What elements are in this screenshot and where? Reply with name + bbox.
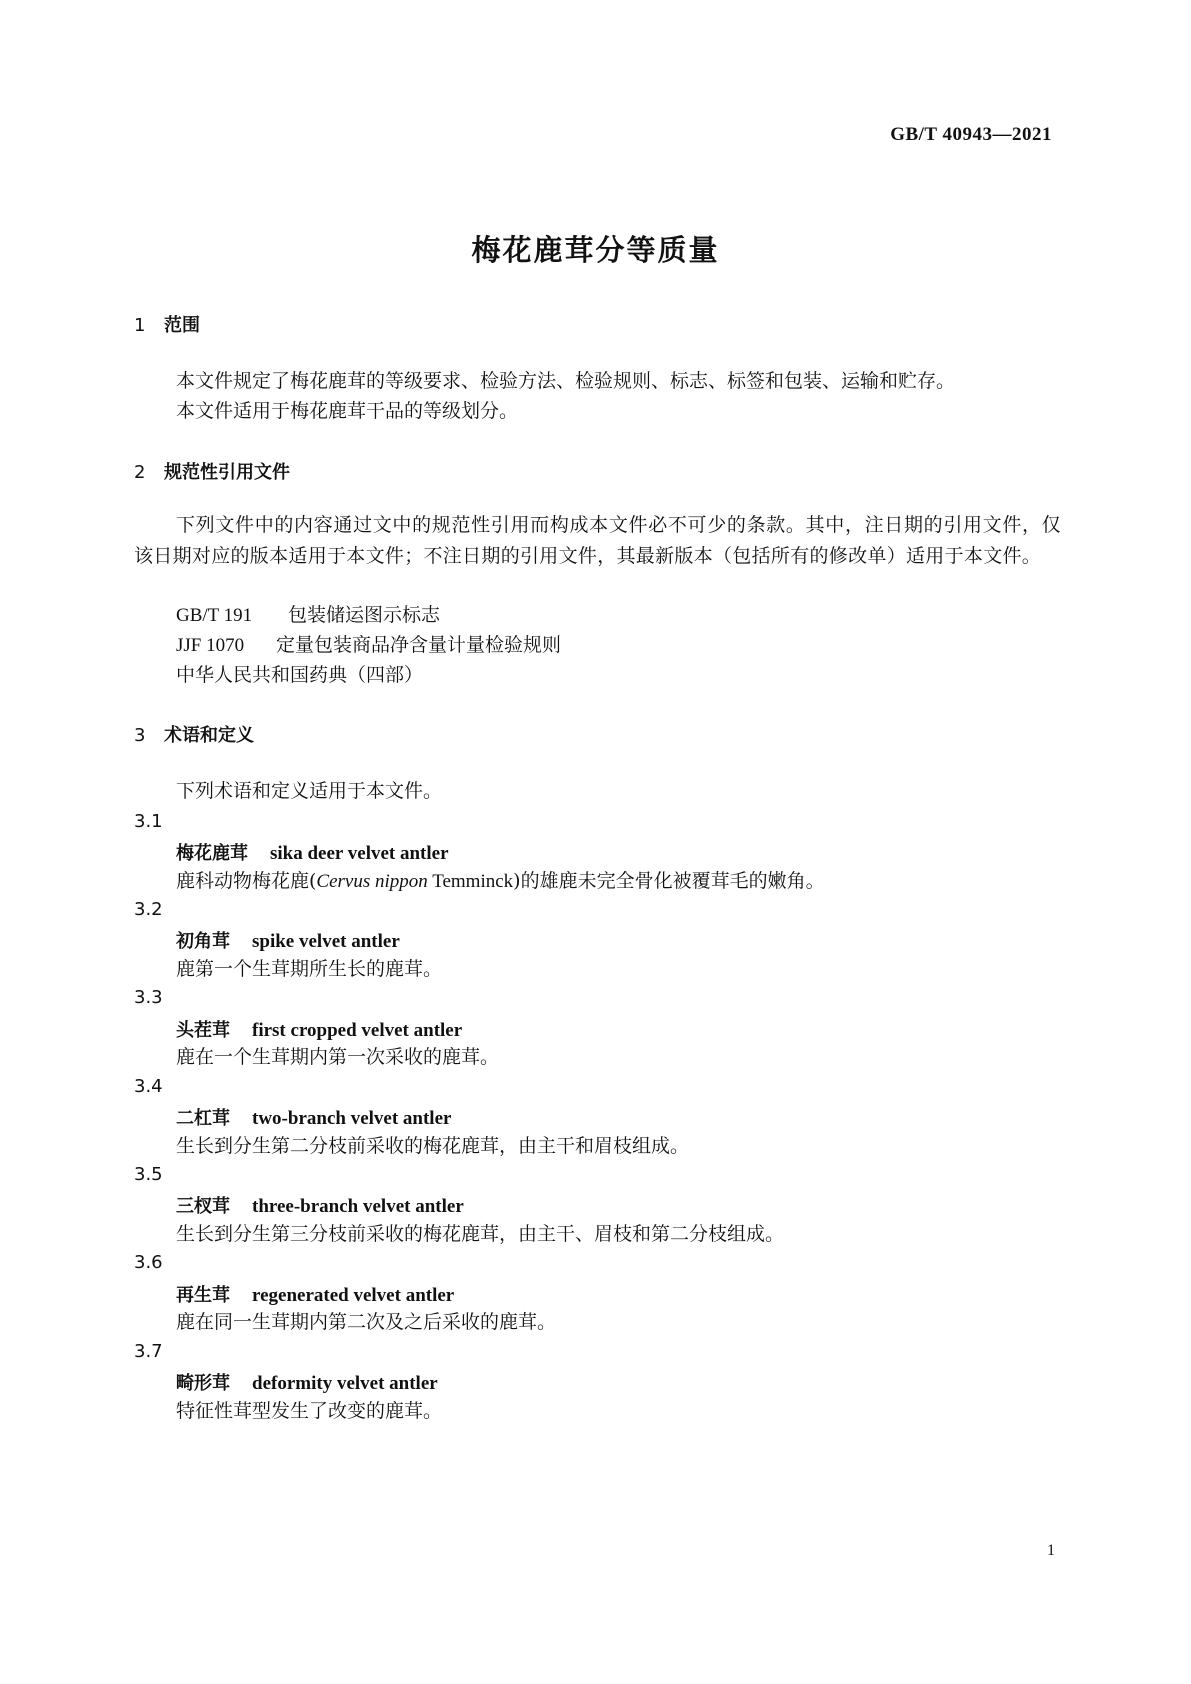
definition-text: 鹿科动物梅花鹿( [176,870,317,892]
term-en: deformity velvet antler [252,1373,438,1394]
reference-item [176,600,440,631]
term-en: two-branch velvet antler [252,1108,452,1129]
term-zh: 二杠茸 [176,1108,230,1129]
term-zh: 头茬茸 [176,1020,230,1041]
term-number: 3.4 [134,1076,163,1097]
term-definition: 鹿在一个生茸期内第一次采收的鹿茸。 [176,1046,500,1068]
term-name [176,1192,464,1218]
term-number: 3.7 [134,1341,163,1362]
term-en: three-branch velvet antler [252,1196,464,1217]
author-name: Temminck [427,871,514,892]
term-en: first cropped velvet antler [252,1020,463,1041]
term-name [176,839,449,865]
term-name [176,927,400,953]
reference-item [176,630,561,661]
term-zh: 再生茸 [176,1285,230,1306]
term-number: 3.2 [134,899,163,920]
reference-item [176,660,423,690]
section-title: 范围 [164,315,200,336]
section-3-heading [134,721,254,747]
section-title: 规范性引用文件 [164,462,290,483]
term-zh: 初角茸 [176,931,230,952]
term-number: 3.3 [134,987,163,1008]
section-title: 术语和定义 [164,725,254,746]
term-definition: 生长到分生第三分枝前采收的梅花鹿茸，由主干、眉枝和第二分枝组成。 [176,1223,785,1245]
section-number: 2 [134,462,146,483]
term-name [176,1016,462,1042]
reference-title: 定量包装商品净含量计量检验规则 [276,634,562,656]
reference-code: JJF 1070 [176,635,245,656]
term-en: regenerated velvet antler [252,1285,455,1306]
term-definition: 鹿在同一生茸期内第二次及之后采收的鹿茸。 [176,1311,557,1333]
reference-code: GB/T 191 [176,605,253,626]
term-name [176,1104,451,1130]
term-number: 3.1 [134,811,163,832]
term-zh: 畸形茸 [176,1373,230,1394]
term-number: 3.5 [134,1164,163,1185]
term-name [176,1369,438,1395]
term-definition: 特征性茸型发生了改变的鹿茸。 [176,1400,443,1422]
term-name [176,1281,454,1307]
term-en: sika deer velvet antler [270,843,449,864]
paragraph: 下列术语和定义适用于本文件。 [176,780,443,802]
section-number: 3 [134,725,146,746]
reference-title: 包装储运图示标志 [288,604,441,626]
term-definition: 鹿第一个生茸期所生长的鹿茸。 [176,958,443,980]
term-en: spike velvet antler [252,931,400,952]
term-number: 3.6 [134,1252,163,1273]
term-definition: 生长到分生第二分枝前采收的梅花鹿茸，由主干和眉枝组成。 [176,1135,690,1157]
standard-number: GB/T 40943—2021 [890,124,1052,145]
page-number: 1 [1047,1542,1055,1559]
section-1-heading [134,311,200,337]
section-number: 1 [134,315,146,336]
term-zh: 三杈茸 [176,1196,230,1217]
paragraph: 本文件规定了梅花鹿茸的等级要求、检验方法、检验规则、标志、标签和包装、运输和贮存。 [176,370,956,392]
normative-references-intro: 下列文件中的内容通过文中的规范性引用而构成本文件必不可少的条款。其中，注日期的引用文件，仅该日期对应的版本适用于本文件；不注日期的引用文件，其最新版本（包括所有的修改单）适用于本文件。 [134,514,1061,567]
reference-title: 中华人民共和国药典（四部） [176,664,424,686]
latin-name: Cervus nippon [316,871,428,892]
term-definition [176,866,825,897]
definition-text: )的雄鹿未完全骨化被覆茸毛的嫩角。 [513,870,825,892]
document-title: 梅花鹿茸分等质量 [471,233,720,267]
term-zh: 梅花鹿茸 [176,843,248,864]
section-2-heading [134,458,290,484]
paragraph: 本文件适用于梅花鹿茸干品的等级划分。 [176,400,519,422]
